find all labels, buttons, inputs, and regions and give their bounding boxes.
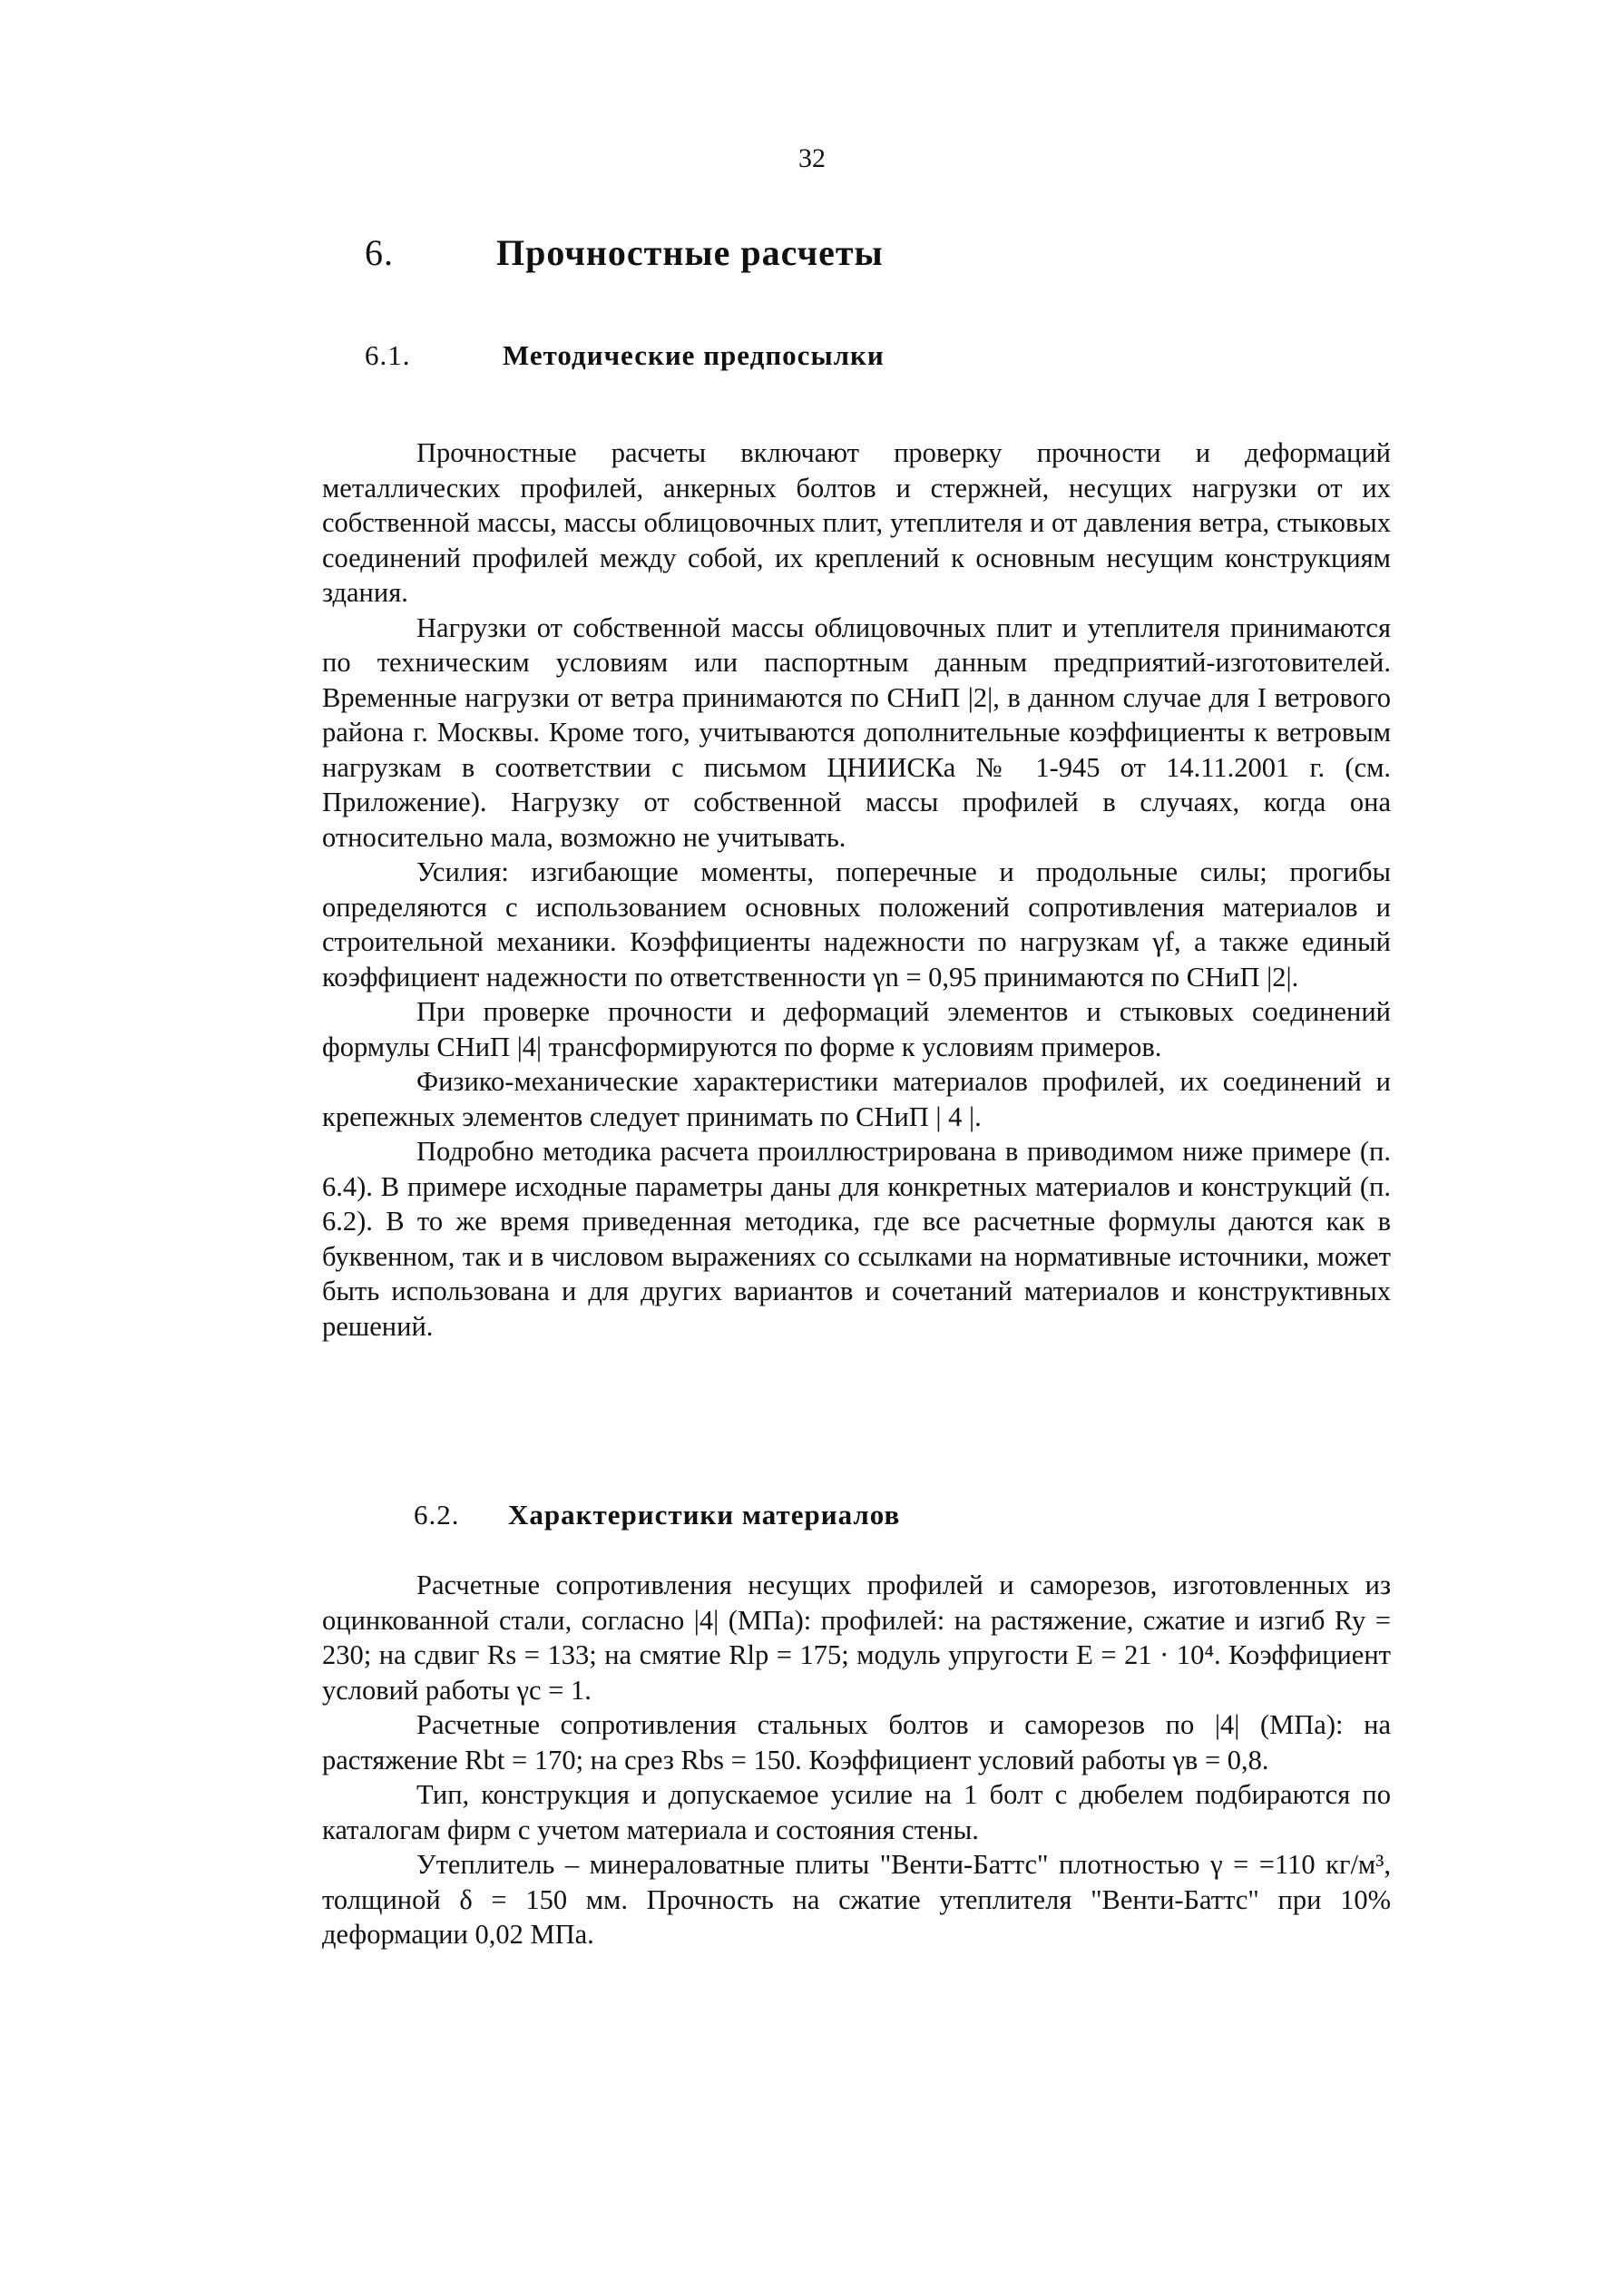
paragraph: Расчетные сопротивления стальных болтов и саморезов по |4| (МПа): на растяжение Rbt = 170; на срез Rbs = 150. Коэффициент условий работы γв = 0,8. xyxy=(322,1709,1391,1775)
paragraph: Тип, конструкция и допускаемое усилие на 1 болт с дюбелем подбираются по каталогам фирм с учетом материала и состояния стены. xyxy=(322,1779,1391,1845)
paragraph: Расчетные сопротивления несущих профилей и саморезов, изготовленных из оцинкованной стали, согласно |4| (МПа): профилей: на растяжение, сжатие и изгиб Ry = 230; на сдвиг Rs = 133; на смятие Rlp = 175; модуль упругости E = 21 · 10⁴. Коэффициент условий работы γc = 1. xyxy=(322,1570,1391,1706)
subsection-heading-6-2 xyxy=(414,1497,900,1533)
section-heading-6 xyxy=(365,231,884,275)
paragraph: Утеплитель – минераловатные плиты "Венти-Баттс" плотностью γ = =110 кг/м³, толщиной δ = 150 мм. Прочность на сжатие утеплителя "Венти-Баттс" при 10% деформации 0,02 МПа. xyxy=(322,1849,1391,1950)
section-title: Прочностные расчеты xyxy=(496,232,884,273)
subsection-number: 6.2. xyxy=(414,1499,460,1531)
subsection-title: Характеристики материалов xyxy=(508,1499,901,1531)
subsection-title: Методические предпосылки xyxy=(503,339,885,371)
paragraph: Прочностные расчеты включают проверку прочности и деформаций металлических профилей, анкерных болтов и стержней, несущих нагрузки от их собственной массы, массы облицовочных плит, утеплителя и от давления ветра, стыковых соединений профилей между собой, их креплений к основным несущим конструкциям здания. xyxy=(322,437,1391,608)
paragraph: Усилия: изгибающие моменты, поперечные и продольные силы; прогибы определяются с использованием основных положений сопротивления материалов и строительной механики. Коэффициенты надежности по нагрузкам γf, а также единый коэффициент надежности по ответственности γn = 0,95 принимаются по СНиП |2|. xyxy=(322,856,1391,993)
paragraph: Подробно методика расчета проиллюстрирована в приводимом ниже примере (п. 6.4). В примере исходные параметры даны для конкретных материалов и конструкций (п. 6.2). В то же время приведенная методика, где все расчетные формулы даются как в буквенном, так и в числовом выражениях со ссылками на нормативные источники, может быть использована и для других вариантов и сочетаний материалов и конструктивных решений. xyxy=(322,1136,1391,1342)
section-number: 6. xyxy=(365,232,394,273)
page-number: 32 xyxy=(798,143,826,173)
section-6-2-body xyxy=(322,1568,1391,1952)
subsection-number: 6.1. xyxy=(365,339,411,371)
paragraph: При проверке прочности и деформаций элементов и стыковых соединений формулы СНиП |4| трансформируются по форме к условиям примеров. xyxy=(322,996,1391,1062)
paragraph: Физико-механические характеристики материалов профилей, их соединений и крепежных элементов следует принимать по СНиП | 4 |. xyxy=(322,1066,1391,1132)
subsection-heading-6-1 xyxy=(365,337,885,374)
paragraph: Нагрузки от собственной массы облицовочных плит и утеплителя принимаются по техническим условиям или паспортным данным предприятий-изготовителей. Временные нагрузки от ветра принимаются по СНиП |2|, в данном случае для I ветрового района г. Москвы. Кроме того, учитываются дополнительные коэффициенты к ветровым нагрузкам в соответствии с письмом ЦНИИСКа № 1-945 от 14.11.2001 г. (см. Приложение). Нагрузку от собственной массы профилей в случаях, когда она относительно мала, возможно не учитывать. xyxy=(322,611,1391,853)
section-6-1-body xyxy=(322,435,1391,1344)
